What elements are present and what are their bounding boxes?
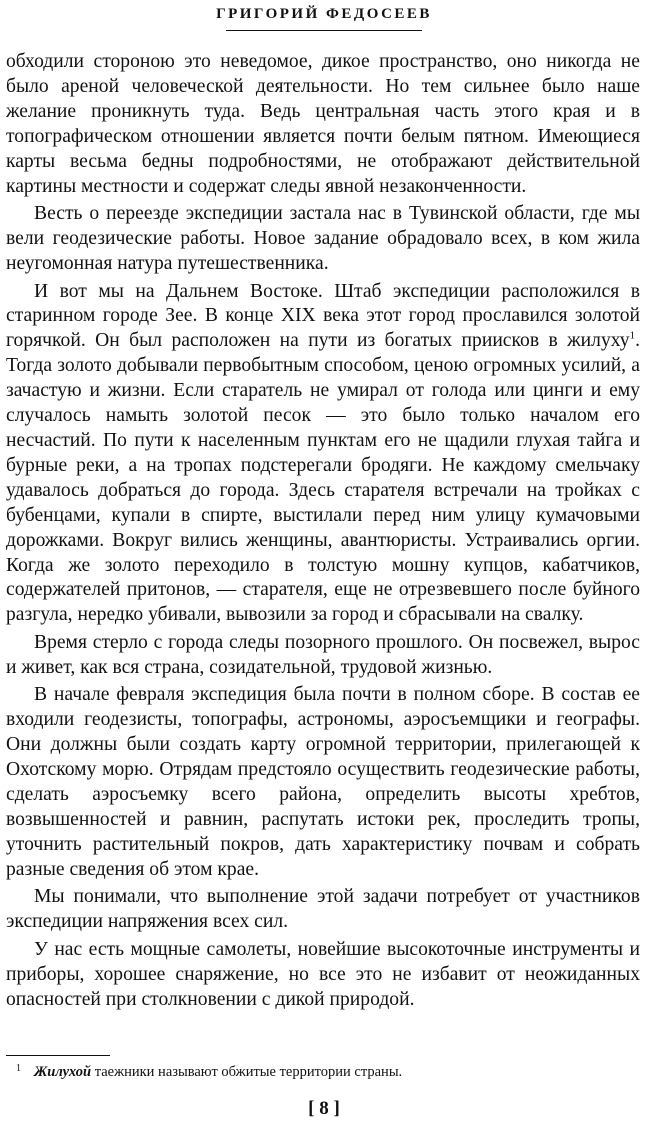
paragraph-3 <box>6 280 640 629</box>
paragraph-6: Мы понимали, что выполнение этой задачи потребует от участников экспедиции напряжения всех сил. <box>6 886 640 933</box>
header-rule <box>226 30 422 31</box>
paragraph-7: У нас есть мощные самолеты, новейшие высокоточные инструменты и приборы, хорошее снаряжение, но все это не избавит от неожиданных опасностей при столкновении с дикой природой. <box>6 938 640 1010</box>
footnote-text: таежники называют обжитые территории страны. <box>91 1064 403 1080</box>
paragraph-3-rest: . Тогда золото добывали первобытным способом, ценою огромных усилий, а зачастую и жизни. Если старатель не умирал от голода или цинги и ему случалось намыть золотой песок — это было только началом его несчастий. По пути к населенным пунктам его не щадили глухая тайга и бурные реки, а на тропах подстерегали бродяги. Не каждому смельчаку удавалось добраться до города. Здесь старателя встречали на тройках с бубенцами, купали в спирте, выстилали перед ним улицу кумачовыми дорожками. Вокруг вились женщины, авантюристы. Устраивались оргии. Когда же золото переходило в толстую мошну купцов, кабатчиков, содержателей притонов, — старателя, еще не отрезвевшего после буйного разгула, нередко убивали, вывозили за город и сбрасывали на свалку. <box>6 330 640 626</box>
main-text <box>6 50 640 1013</box>
page-number: [ 8 ] <box>308 1098 340 1119</box>
footnote-reference: 1 <box>629 329 636 342</box>
paragraph-5: В начале февраля экспедиция была почти в полном сборе. В состав ее входили геодезисты, топографы, астрономы, аэросъемщики и географы. Они должны были создать карту огромной территории, прилегающей к Охотскому морю. Отрядам предстояло осуществить геодезические работы, сделать аэросъемку всего района, определить высоты хребтов, возвышенностей и равнин, распутать истоки рек, проследить тропы, уточнить растительный покров, дать характеристику почвам и собрать разные сведения об этом крае. <box>6 684 640 880</box>
footnote-term: Жилухой <box>34 1064 92 1080</box>
footnote-mark: 1 <box>16 1063 21 1074</box>
paragraph-2: Весть о переезде экспедиции застала нас в Тувинской области, где мы вели геодезические работы. Новое задание обрадовало всех, в ком жила неугомонная натура путешественника. <box>6 203 640 274</box>
running-title: ГРИГОРИЙ ФЕДОСЕЕВ <box>216 6 432 22</box>
paragraph-1: обходили стороною это неведомое, дикое пространство, оно никогда не было ареной человеческой деятельности. Но тем сильнее было наше желание проникнуть туда. Ведь центральная часть этого края и в топографическом отношении является почти белым пятном. Имеющиеся карты весьма бедны подробностями, не отображают действительной картины местности и содержат следы явной незаконченности. <box>6 51 640 197</box>
paragraph-3-start: И вот мы на Дальнем Востоке. Штаб экспедиции расположился в старинном городе Зее. В конце XIX века этот город прославился золотой горячкой. Он был расположен на пути из богатых приисков в жилуху <box>6 280 640 352</box>
footnote <box>16 1063 634 1081</box>
footnote-rule <box>6 1055 110 1056</box>
paragraph-4: Время стерло с города следы позорного прошлого. Он посвежел, вырос и живет, как вся страна, созидательной, трудовой жизнью. <box>6 631 640 678</box>
